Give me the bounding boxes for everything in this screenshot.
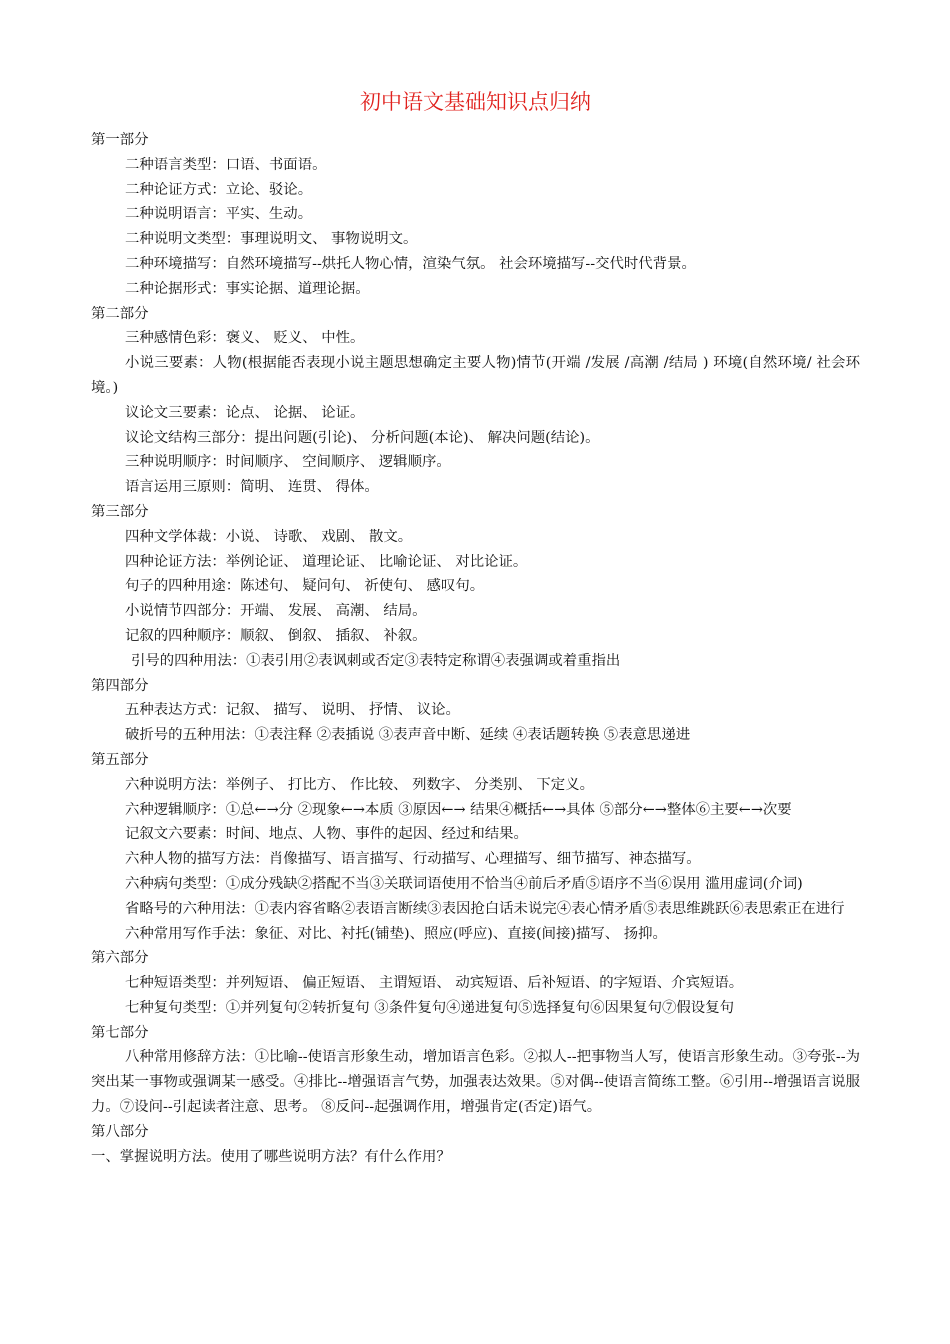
paragraph: 六种逻辑顺序：①总←→分 ②现象←→本质 ③原因←→ 结果④概括←→具体 ⑤部分←→整体⑥主要←→次要: [125, 801, 792, 818]
list-item: 记叙文六要素：时间、地点、人物、事件的起因、经过和结果。: [125, 826, 528, 843]
section-heading: 第七部分: [91, 1024, 149, 1041]
section-heading: 第三部分: [91, 503, 149, 520]
list-item: 四种文学体裁：小说、 诗歌、 戏剧、 散文。: [125, 528, 413, 545]
document-title: 初中语文基础知识点归纳: [360, 90, 591, 114]
paragraph: 六种病句类型：①成分残缺②搭配不当③关联词语使用不恰当④前后矛盾⑤语序不当⑥误用 滥用虚词(介词): [125, 875, 803, 892]
section-heading: 第六部分: [91, 950, 149, 967]
list-item: 记叙的四种顺序：顺叙、 倒叙、 插叙、 补叙。: [125, 627, 427, 644]
list-item: 二种论据形式：事实论据、道理论据。: [125, 280, 370, 297]
list-item: 句子的四种用途：陈述句、 疑问句、 祈使句、 感叹句。: [125, 578, 485, 595]
section-heading: 第一部分: [91, 132, 149, 148]
list-item: 二种说明语言：平实、生动。: [125, 206, 313, 223]
list-item: 议论文结构三部分：提出问题(引论)、 分析问题(本论)、 解决问题(结论)。: [125, 429, 600, 446]
list-item: 议论文三要素：论点、 论据、 论证。: [125, 404, 365, 421]
list-item: 六种常用写作手法：象征、对比、衬托(铺垫)、照应(呼应)、直接(间接)描写、 扬抑。: [125, 925, 667, 942]
document-body: [91, 128, 860, 1169]
paragraph: 八种常用修辞方法：①比喻--使语言形象生动，增加语言色彩。②拟人--把事物当人写，使语言形象生动。③夸张--为突出某一事物或强调某一感受。④排比--增强语言气势，加强表达效果。⑤对偶--使语言简练工整。⑥引用--增强语言说服力。⑦设问--引起读者注意、思考。 ⑧反问--起强调作用，增强肯定(否定)语气。: [91, 1049, 860, 1116]
list-item: 小说情节四部分：开端、 发展、 高潮、 结局。: [125, 603, 427, 620]
list-item: 六种人物的描写方法：肖像描写、语言描写、行动描写、心理描写、细节描写、神态描写。: [125, 851, 701, 868]
list-item: 四种论证方法：举例论证、 道理论证、 比喻论证、 对比论证。: [125, 553, 528, 570]
list-item: 七种复句类型：①并列复句②转折复句 ③条件复句④递进复句⑤选择复句⑥因果复句⑦假设复句: [125, 999, 734, 1016]
list-item: 三种说明顺序：时间顺序、 空间顺序、 逻辑顺序。: [125, 454, 451, 471]
list-item: 破折号的五种用法：①表注释 ②表插说 ③表声音中断、延续 ④表话题转换 ⑤表意思递进: [125, 727, 691, 744]
section-heading: 一、掌握说明方法。使用了哪些说明方法？有什么作用？: [91, 1148, 451, 1165]
list-item: 七种短语类型：并列短语、 偏正短语、 主谓短语、 动宾短语、后补短语、的字短语、介宾短语。: [125, 975, 744, 992]
list-item: 三种感情色彩：褒义、 贬义、 中性。: [125, 330, 365, 347]
section-heading: 第二部分: [91, 305, 149, 322]
section-heading: 第四部分: [91, 677, 149, 694]
list-item: 五种表达方式：记叙、 描写、 说明、 抒情、 议论。: [125, 702, 460, 719]
paragraph: 小说三要素：人物(根据能否表现小说主题思想确定主要人物)情节(开端 /发展 /高潮 /结局 ) 环境(自然环境/ 社会环境。): [91, 355, 860, 396]
list-item: 语言运用三原则：简明、 连贯、 得体。: [125, 479, 379, 496]
paragraph: 省略号的六种用法：①表内容省略②表语言断续③表因抢白话未说完④表心情矛盾⑤表思维跳跃⑥表思索正在进行: [125, 900, 845, 917]
section-heading: 第八部分: [91, 1123, 149, 1140]
list-item: 引号的四种用法：①表引用②表讽刺或否定③表特定称谓④表强调或着重指出: [131, 652, 621, 669]
list-item: 二种环境描写：自然环境描写--烘托人物心情，渲染气氛。 社会环境描写--交代时代背景。: [125, 255, 696, 272]
list-item: 二种说明文类型：事理说明文、 事物说明文。: [125, 231, 418, 248]
section-heading: 第五部分: [91, 751, 149, 768]
list-item: 二种语言类型：口语、书面语。: [125, 156, 327, 173]
list-item: 六种说明方法：举例子、 打比方、 作比较、 列数字、 分类别、 下定义。: [125, 776, 594, 793]
list-item: 二种论证方式：立论、驳论。: [125, 181, 313, 198]
